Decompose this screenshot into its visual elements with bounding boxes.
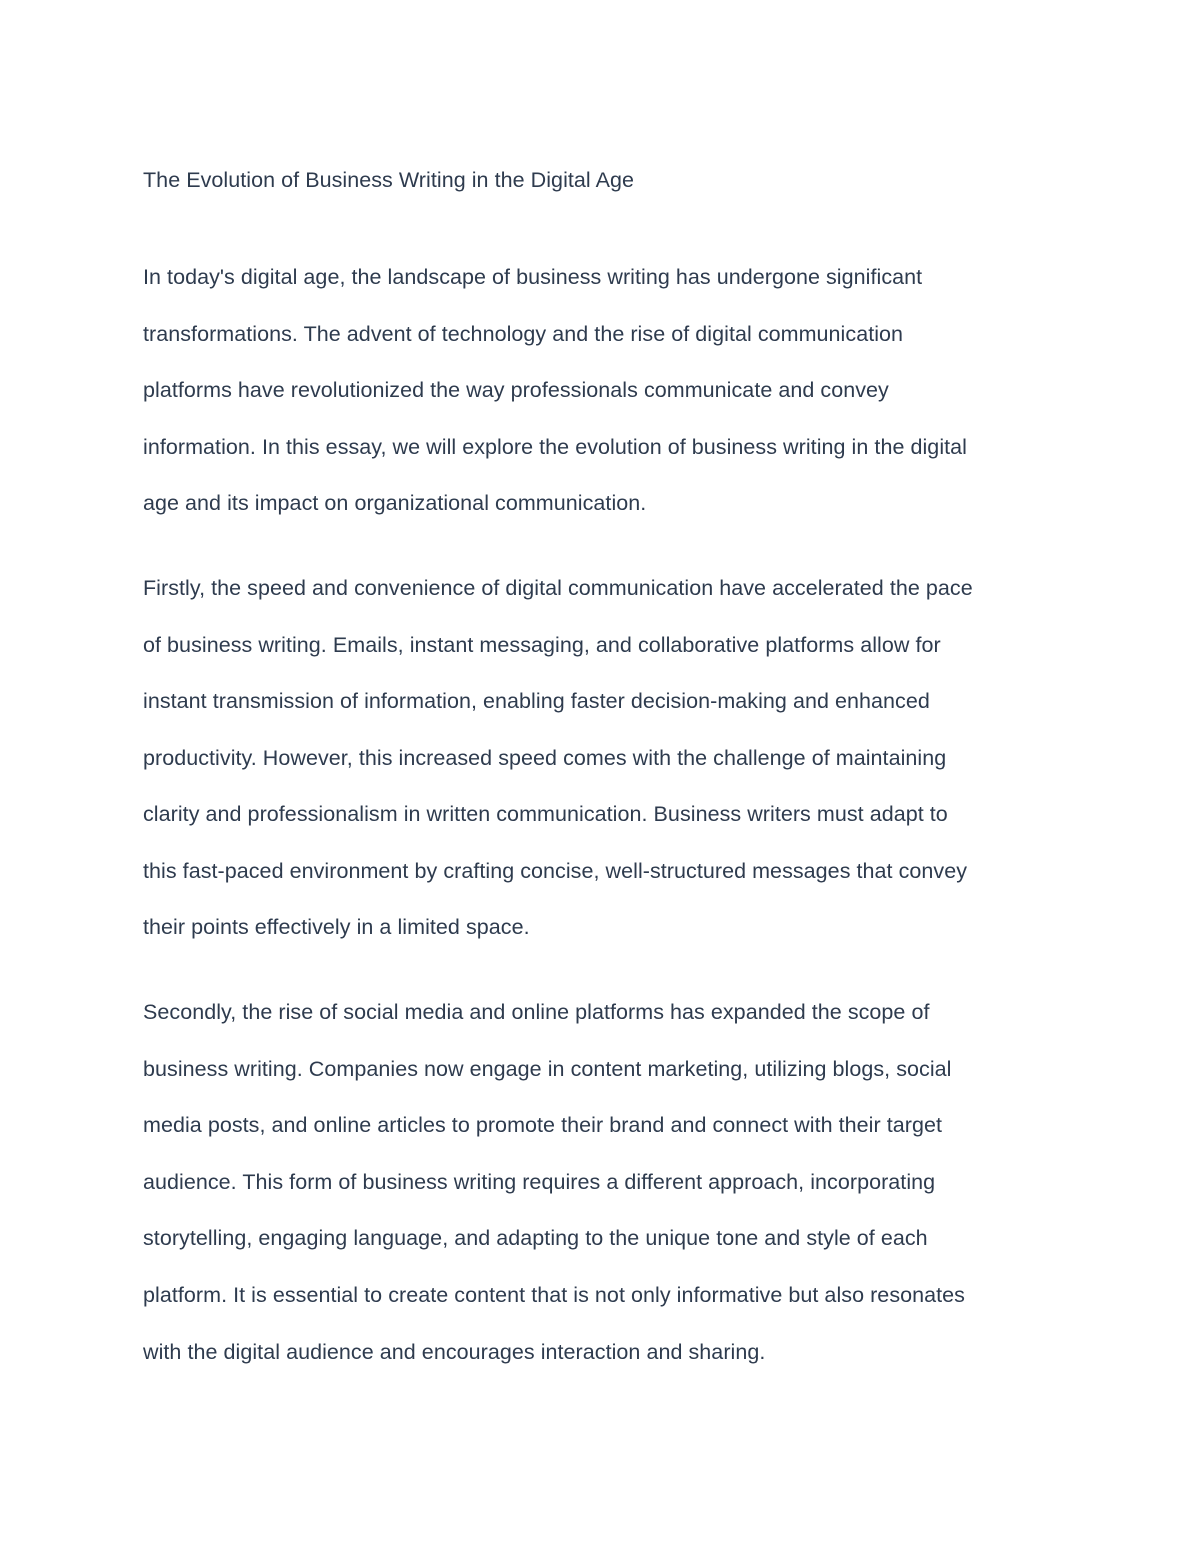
text-line: clarity and professionalism in written communication. Business writers must adapt to: [143, 802, 948, 827]
text-line: In today's digital age, the landscape of business writing has undergone significant: [143, 264, 923, 289]
text-line: instant transmission of information, enabling faster decision-making and enhanced: [143, 689, 930, 714]
text-line: with the digital audience and encourages interaction and sharing.: [143, 1339, 766, 1364]
text-line: age and its impact on organizational communication.: [143, 491, 647, 516]
text-line: their points effectively in a limited space.: [143, 915, 530, 940]
text-line: this fast-paced environment by crafting concise, well-structured messages that convey: [143, 858, 968, 883]
text-line: information. In this essay, we will explore the evolution of business writing in the digital: [143, 434, 968, 459]
text-line: platforms have revolutionized the way professionals communicate and convey: [143, 378, 889, 403]
paragraph-firstly: [143, 560, 1050, 956]
text-line: media posts, and online articles to promote their brand and connect with their target: [143, 1113, 943, 1138]
document-title: The Evolution of Business Writing in the Digital Age: [143, 168, 634, 192]
text-line: transformations. The advent of technology and the rise of digital communication: [143, 321, 904, 346]
text-line: Secondly, the rise of social media and online platforms has expanded the scope of: [143, 1000, 930, 1025]
text-line: business writing. Companies now engage in content marketing, utilizing blogs, social: [143, 1056, 952, 1081]
text-line: platform. It is essential to create content that is not only informative but also resonates: [143, 1283, 965, 1308]
text-line: storytelling, engaging language, and adapting to the unique tone and style of each: [143, 1226, 928, 1251]
paragraph-secondly: [143, 984, 1050, 1380]
text-line: audience. This form of business writing requires a different approach, incorporating: [143, 1169, 936, 1194]
text-line: productivity. However, this increased speed comes with the challenge of maintaining: [143, 745, 947, 770]
paragraph-intro: [143, 249, 1050, 532]
text-line: Firstly, the speed and convenience of digital communication have accelerated the pace: [143, 575, 973, 600]
text-line: of business writing. Emails, instant messaging, and collaborative platforms allow for: [143, 632, 941, 657]
